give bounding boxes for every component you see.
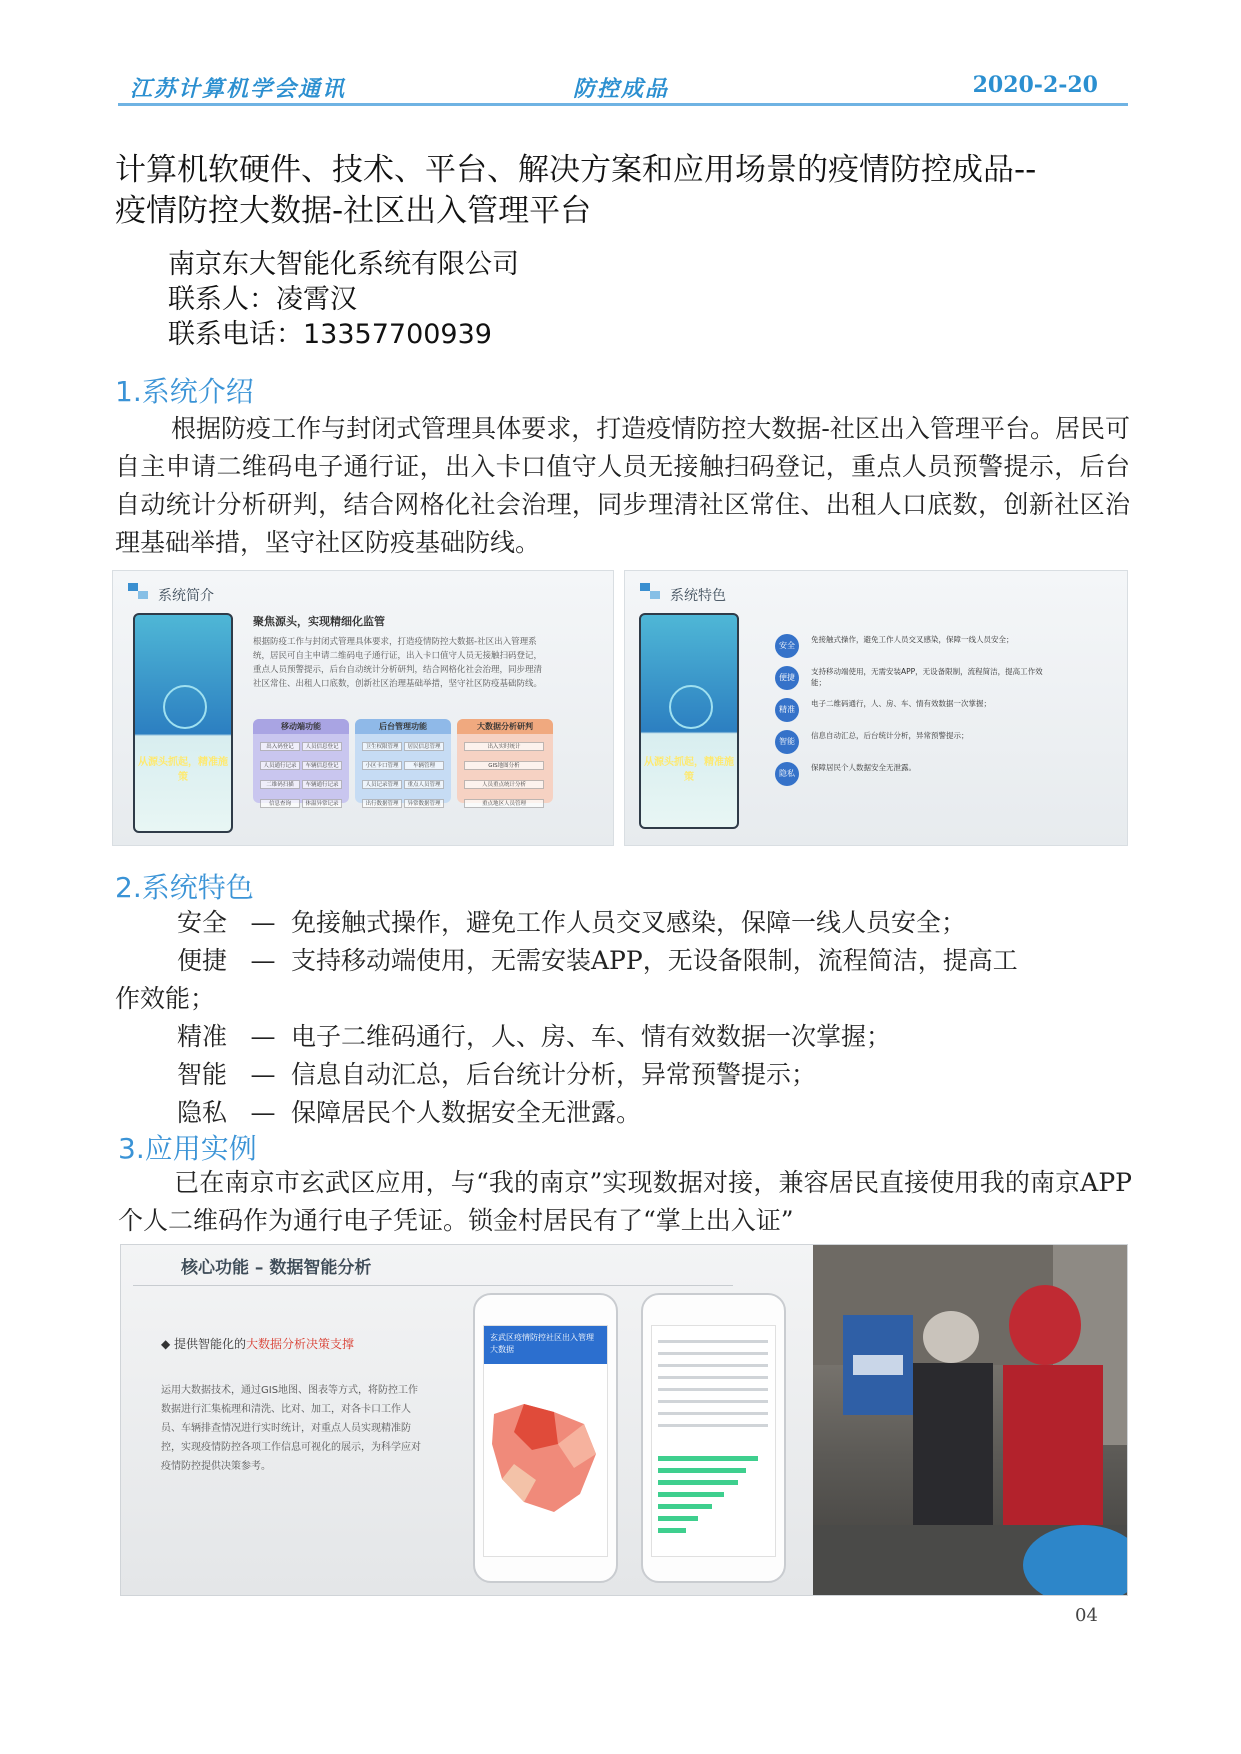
feature-key: 精准 — [177, 1022, 228, 1051]
section-2-title: 2.系统特色 — [115, 871, 254, 904]
circle-graphic — [669, 685, 713, 729]
core-function-image — [120, 1244, 1128, 1596]
section-1-title: 1.系统介绍 — [115, 375, 254, 408]
column-title: 移动端功能 — [253, 719, 349, 734]
cell: 人员重点统计分析 — [464, 780, 544, 789]
slide-system-features — [624, 570, 1128, 846]
feature-item — [775, 759, 1055, 791]
column-backend — [355, 719, 451, 807]
cell: 重点人员管理 — [404, 780, 444, 789]
header-section: 防控成品 — [573, 76, 670, 102]
slide-mark-icon — [128, 583, 150, 601]
feature-text: 电子二维码通行，人、房、车、情有效数据一次掌握； — [811, 699, 991, 708]
feature-dash: — — [250, 946, 276, 975]
contact-phone: 联系电话：13357700939 — [168, 319, 492, 350]
phone-map-mockup — [473, 1293, 618, 1583]
feature-text: 信息自动汇总，后台统计分析，异常预警提示； — [811, 731, 969, 740]
feature-row — [115, 1018, 1130, 1056]
feature-dash: — — [250, 1060, 276, 1089]
header-journal: 江苏计算机学会通讯 — [130, 76, 347, 102]
feature-desc: 免接触式操作，避免工作人员交叉感染，保障一线人员安全； — [291, 908, 967, 937]
image-title: 核心功能 – 数据智能分析 — [181, 1258, 372, 1278]
feature-badge: 安全 — [775, 634, 799, 658]
cell: 小区卡口管理 — [362, 761, 402, 770]
header-rule — [118, 103, 1128, 106]
image-description: 运用大数据技术，通过GIS地图、图表等方式，将防控工作数据进行汇集梳理和清洗、比对、加工，对各卡口工作人员、车辆排查情况进行实时统计，对重点人员实现精准防控，实现疫情防控各项工作信息可视化的展示，为科学应对疫情防控提供决策参考。 — [161, 1385, 421, 1472]
slide-title: 系统特色 — [670, 588, 726, 604]
feature-desc: 保障居民个人数据安全无泄露。 — [291, 1098, 642, 1127]
cell: 车辆信息登记 — [302, 761, 342, 770]
feature-badge: 精准 — [775, 698, 799, 722]
company-info — [168, 247, 519, 352]
feature-badge: 隐私 — [775, 762, 799, 786]
slide-text: 根据防疫工作与封闭式管理具体要求，打造疫情防控大数据-社区出入管理系统，居民可自主申请二维码电子通行证，出入卡口值守人员无接触扫码登记，重点人员预警提示，后台自动统计分析研判，结合网格化社会治理，同步理清社区常住、出租人口底数，创新社区治理基础举措，坚守社区防疫基础防线。 — [253, 637, 543, 689]
feature-dash: — — [250, 1098, 276, 1127]
feature-item — [775, 631, 1055, 663]
cell: 人员记录管理 — [362, 780, 402, 789]
feature-row — [115, 942, 1130, 980]
slide-system-intro — [112, 570, 614, 846]
cell: 体温异常记录 — [302, 799, 342, 808]
cell: 卫生权限管理 — [362, 742, 402, 751]
feature-row — [115, 1056, 1130, 1094]
subtitle-prefix: ◆ 提供智能化的 — [161, 1337, 247, 1351]
column-mobile — [253, 719, 349, 807]
feature-item — [775, 727, 1055, 759]
column-bigdata — [457, 719, 553, 807]
feature-key: 智能 — [177, 1060, 228, 1089]
table-chart-graphic — [652, 1326, 775, 1556]
cell: 出行数据管理 — [362, 799, 402, 808]
feature-badge: 便捷 — [775, 666, 799, 690]
feature-item — [775, 695, 1055, 727]
section-3-title: 3.应用实例 — [118, 1132, 257, 1165]
title-line-2: 疫情防控大数据-社区出入管理平台 — [115, 193, 592, 229]
photo-community-checkpoint — [813, 1245, 1128, 1596]
contact-person: 联系人：凌霄汉 — [168, 284, 357, 315]
feature-row — [115, 1094, 1130, 1132]
header-date: 2020-2-20 — [972, 72, 1098, 98]
feature-paragraphs — [115, 904, 1130, 1132]
column-title: 大数据分析研判 — [457, 719, 553, 734]
section-1-body — [115, 410, 1130, 562]
feature-text: 保障居民个人数据安全无泄露。 — [811, 763, 916, 772]
cell: 出入码登记 — [260, 742, 300, 751]
phone-screen — [651, 1325, 776, 1557]
phone-banner: 玄武区疫情防控社区出入管理大数据 — [484, 1326, 607, 1364]
feature-dash: — — [250, 1022, 276, 1051]
feature-item — [775, 663, 1055, 695]
image-subtitle — [161, 1335, 354, 1352]
subtitle-highlight: 大数据分析决策支撑 — [246, 1337, 355, 1351]
cell: 二维码扫描 — [260, 780, 300, 789]
slide-heading: 聚焦源头，实现精细化监管 — [253, 615, 385, 628]
feature-desc: 支持移动端使用，无需安装APP，无设备限制，流程简洁，提高工 — [291, 946, 1018, 975]
slide-mark-icon — [640, 583, 662, 601]
company-name: 南京东大智能化系统有限公司 — [168, 249, 519, 280]
page-number: 04 — [1075, 1605, 1098, 1626]
phone-mockup — [639, 613, 739, 829]
cell: 人员信息登记 — [302, 742, 342, 751]
cell: 车辆通行记录 — [302, 780, 342, 789]
page-header — [118, 72, 1128, 106]
feature-key: 便捷 — [177, 946, 228, 975]
cell: 居民信息管理 — [404, 742, 444, 751]
feature-row — [115, 904, 1130, 942]
phone-mockup — [133, 613, 233, 833]
feature-desc: 信息自动汇总，后台统计分析，异常预警提示； — [291, 1060, 817, 1089]
feature-row-cont: 作效能； — [115, 984, 216, 1013]
phone-chart-mockup — [641, 1293, 786, 1583]
map-graphic — [484, 1384, 607, 1534]
circle-graphic — [163, 685, 207, 729]
cell: 人员通行记录 — [260, 761, 300, 770]
cell: 信息查询 — [260, 799, 300, 808]
cell: 出入实时统计 — [464, 742, 544, 751]
article-title — [115, 150, 1115, 232]
slide-title: 系统简介 — [158, 588, 214, 604]
feature-key: 安全 — [177, 908, 228, 937]
feature-badge: 智能 — [775, 730, 799, 754]
feature-desc: 电子二维码通行，人、房、车、情有效数据一次掌握； — [291, 1022, 892, 1051]
photo-graphic — [813, 1245, 1128, 1596]
feature-key: 隐私 — [177, 1098, 228, 1127]
phone-screen — [483, 1325, 608, 1557]
feature-dash: — — [250, 908, 276, 937]
feature-text: 支持移动端使用，无需安装APP，无设备限制，流程简洁，提高工作效能； — [811, 667, 1043, 687]
section-1-text: 根据防疫工作与封闭式管理具体要求，打造疫情防控大数据-社区出入管理平台。居民可自主申请二维码电子通行证，出入卡口值守人员无接触扫码登记，重点人员预警提示，后台自动统计分析研判，结合网格化社会治理，同步理清社区常住、出租人口底数，创新社区治理基础举措，坚守社区防疫基础防线。 — [115, 414, 1130, 557]
cell: 车辆管理 — [404, 761, 444, 770]
phone-caption: 从源头抓起，精准施策 — [138, 757, 228, 783]
title-line-1: 计算机软硬件、技术、平台、解决方案和应用场景的疫情防控成品-- — [115, 152, 1037, 188]
title-rule — [133, 1285, 733, 1286]
cell: 重点地区人员管理 — [464, 799, 544, 808]
phone-caption: 从源头抓起，精准施策 — [644, 757, 734, 783]
cell: GIS地图分析 — [464, 761, 544, 770]
cell: 异常数据管理 — [404, 799, 444, 808]
section-3-text: 已在南京市玄武区应用，与“我的南京”实现数据对接，兼容居民直接使用我的南京APP个人二维码作为通行电子凭证。锁金村居民有了“掌上出入证” — [118, 1168, 1132, 1235]
column-title: 后台管理功能 — [355, 719, 451, 734]
section-3-paragraph — [118, 1164, 1132, 1240]
feature-list — [775, 631, 1055, 791]
feature-text: 免接触式操作，避免工作人员交叉感染，保障一线人员安全； — [811, 635, 1014, 644]
